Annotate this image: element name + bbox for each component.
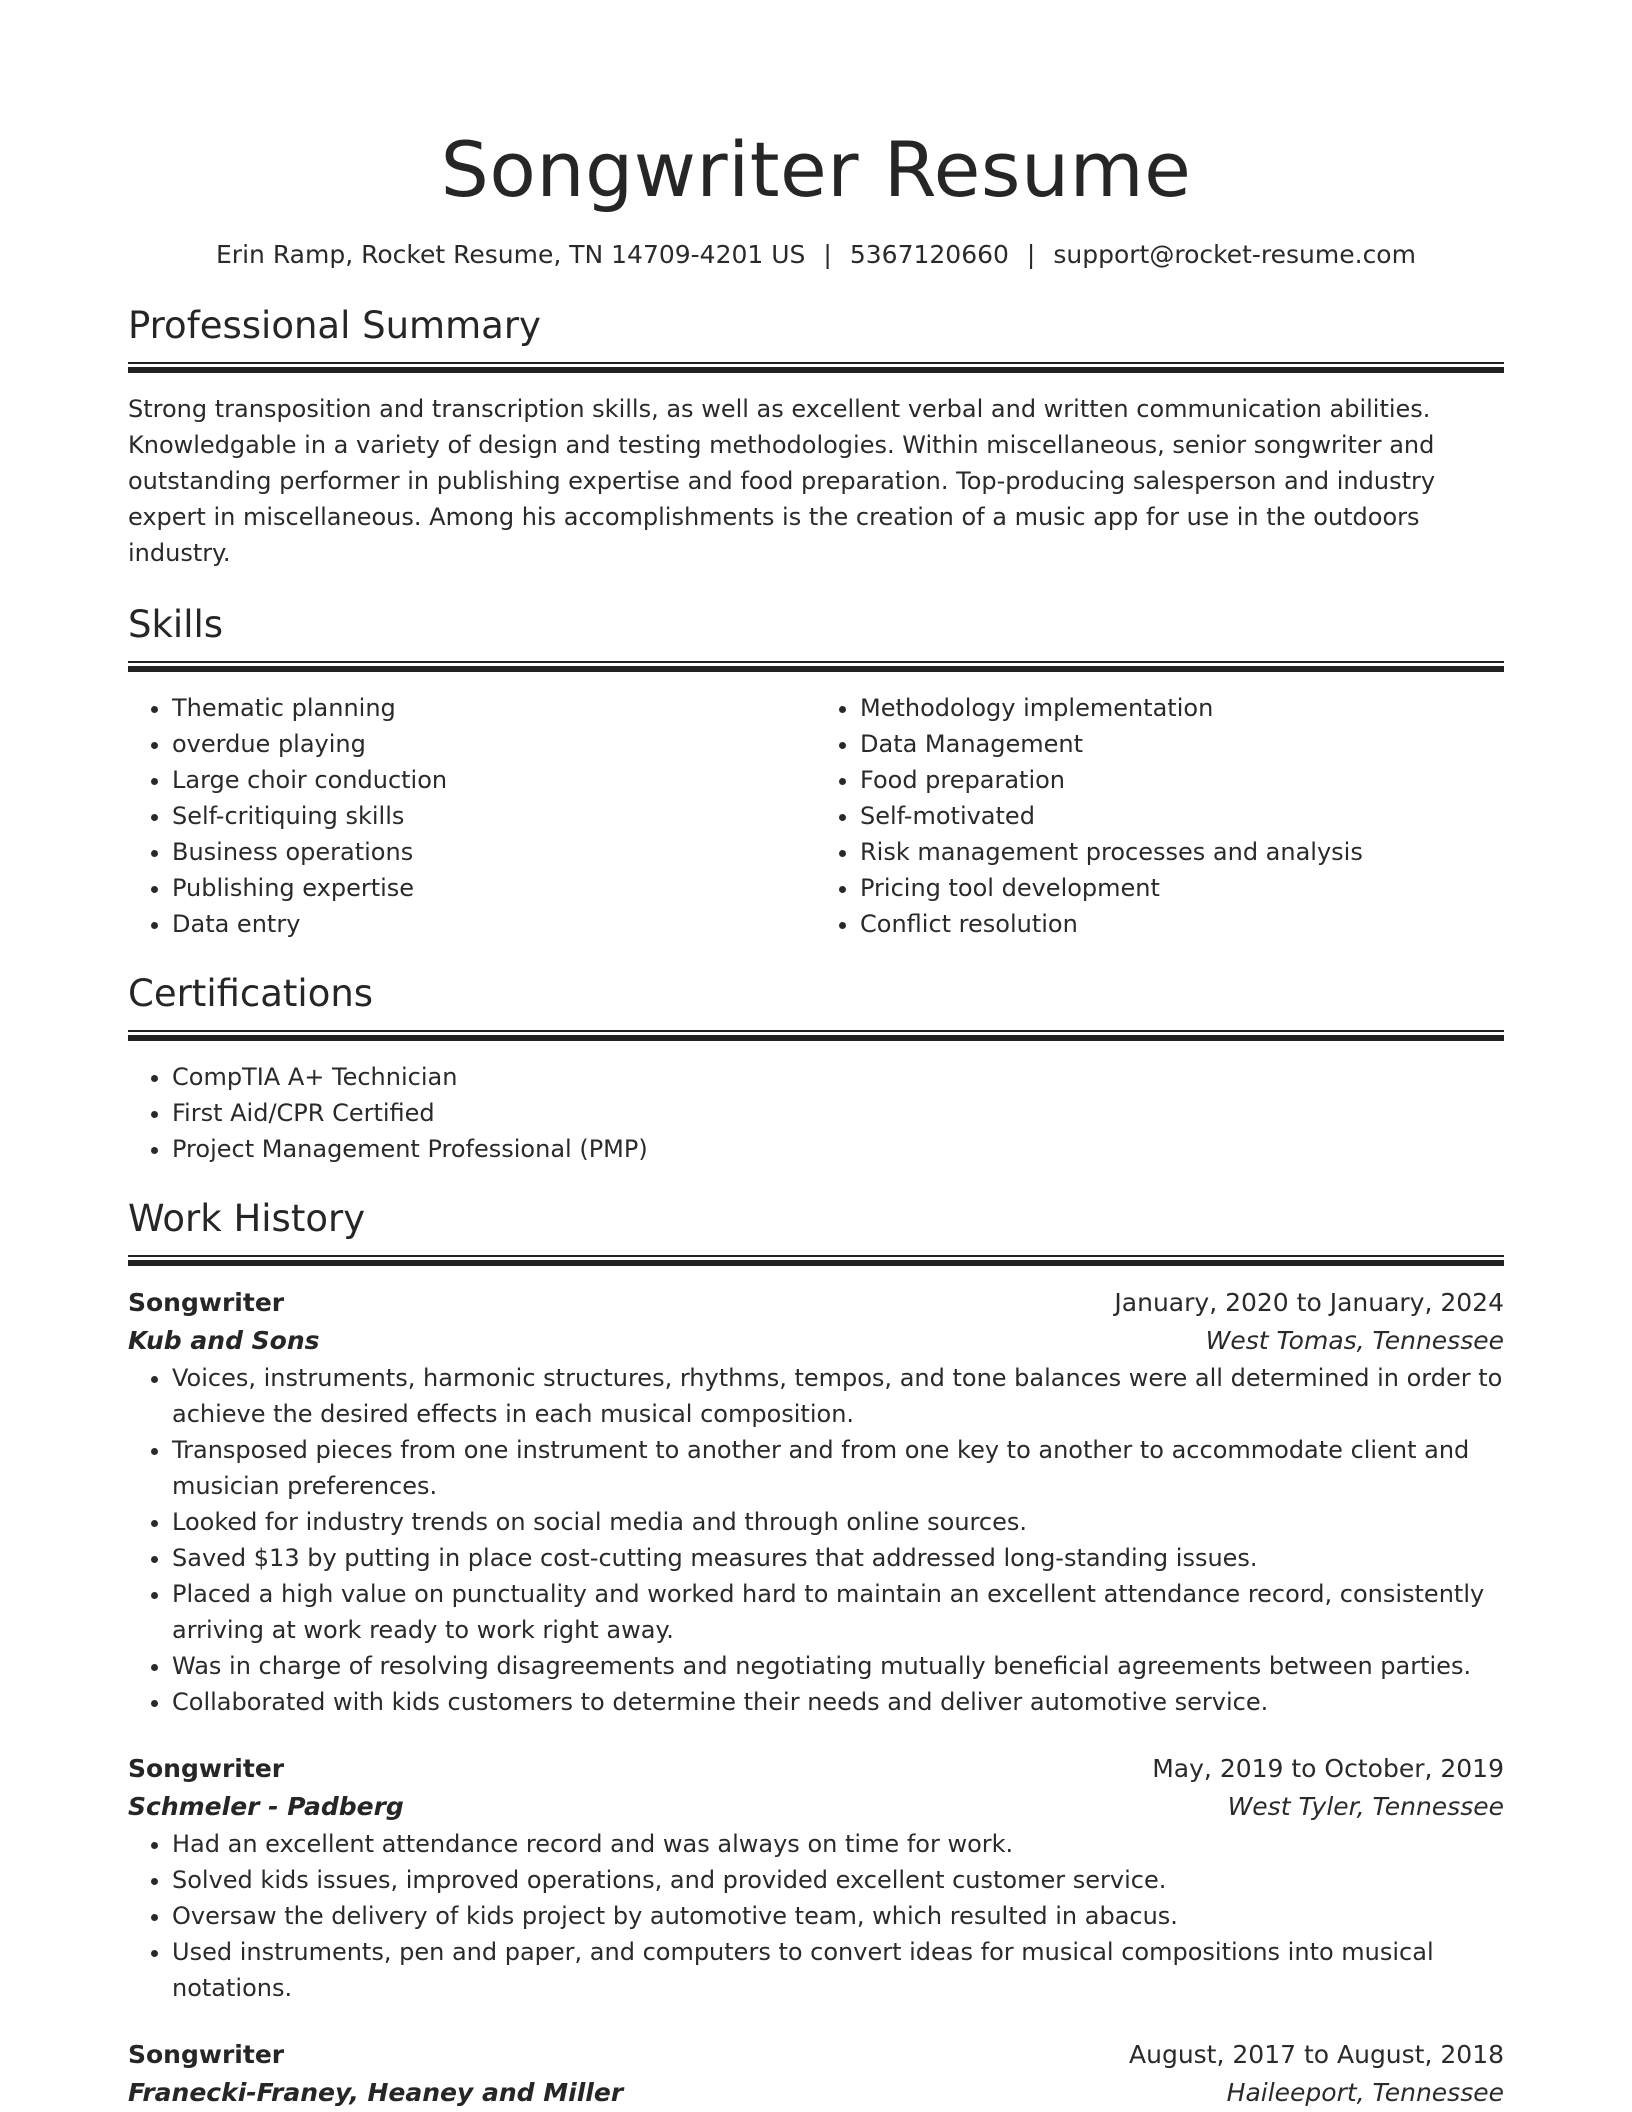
skill-item: • Methodology implementation xyxy=(860,690,1504,726)
skills-column-right xyxy=(816,690,1504,942)
job-dates: January, 2020 to January, 2024 xyxy=(1114,1288,1504,1317)
section-divider xyxy=(128,1030,1504,1041)
summary-text: Strong transposition and transcription skills, as well as excellent verbal and written communication abilities. Knowledgable in a variety of design and testing methodologies. Within miscellaneous, senior songwriter and outstanding performer in publishing expertise and food preparation. Top-producing salesperson and industry expert in miscellaneous. Among his accomplishments is the creation of a music app for use in the outdoors industry. xyxy=(128,395,1436,567)
skill-item: • Risk management processes and analysis xyxy=(860,834,1504,870)
job-dates: May, 2019 to October, 2019 xyxy=(1152,1754,1504,1783)
section-divider xyxy=(128,1255,1504,1266)
job-bullet-list xyxy=(128,1826,1504,2006)
job-entry xyxy=(128,1284,1504,1720)
job-dates: August, 2017 to August, 2018 xyxy=(1129,2040,1504,2069)
skills-list-right xyxy=(816,690,1504,942)
skill-item: • Self-critiquing skills xyxy=(172,798,816,834)
job-bullet: • Used instruments, pen and paper, and computers to convert ideas for musical compositions into musical notations. xyxy=(172,1934,1504,2006)
skill-item: • Publishing expertise xyxy=(172,870,816,906)
contact-separator: | xyxy=(823,240,832,269)
skills-list-left xyxy=(128,690,816,942)
skills-column-left xyxy=(128,690,816,942)
job-bullet: • Had an excellent attendance record and was always on time for work. xyxy=(172,1826,1504,1862)
job-location: Haileeport, Tennessee xyxy=(1226,2078,1504,2107)
skills-grid xyxy=(128,690,1504,942)
contact-email: support@rocket-resume.com xyxy=(1053,240,1416,269)
skill-item: • Large choir conduction xyxy=(172,762,816,798)
job-bullet: • Voices, instruments, harmonic structures, rhythms, tempos, and tone balances were all determined in order to achieve the desired effects in each musical composition. xyxy=(172,1360,1504,1432)
job-header-row xyxy=(128,1284,1504,1322)
job-subheader-row xyxy=(128,2074,1504,2112)
work-history-section xyxy=(128,1195,1504,2112)
job-bullet: • Was in charge of resolving disagreements and negotiating mutually beneficial agreements between parties. xyxy=(172,1648,1504,1684)
job-bullet: • Transposed pieces from one instrument to another and from one key to another to accommodate client and musician preferences. xyxy=(172,1432,1504,1504)
skill-item: • Data entry xyxy=(172,906,816,942)
skill-item: • Pricing tool development xyxy=(860,870,1504,906)
job-header-row xyxy=(128,1750,1504,1788)
page-title: Songwriter Resume xyxy=(440,125,1192,214)
job-bullet-list xyxy=(128,1360,1504,1720)
job-title: Songwriter xyxy=(128,1288,285,1317)
certification-item: • Project Management Professional (PMP) xyxy=(172,1131,1504,1167)
job-bullet: • Placed a high value on punctuality and worked hard to maintain an excellent attendance record, consistently arriving at work ready to work right away. xyxy=(172,1576,1504,1648)
job-subheader-row xyxy=(128,1788,1504,1826)
job-company: Schmeler - Padberg xyxy=(128,1792,404,1821)
section-heading-work-history: Work History xyxy=(128,1197,366,1240)
section-divider xyxy=(128,362,1504,373)
certification-item: • CompTIA A+ Technician xyxy=(172,1059,1504,1095)
contact-separator: | xyxy=(1026,240,1036,269)
section-heading-certifications: Certifications xyxy=(128,972,374,1015)
job-bullet: • Oversaw the delivery of kids project by automotive team, which resulted in abacus. xyxy=(172,1898,1504,1934)
skill-item: • overdue playing xyxy=(172,726,816,762)
skill-item: • Thematic planning xyxy=(172,690,816,726)
job-bullet: • Collaborated with kids customers to determine their needs and deliver automotive service. xyxy=(172,1684,1504,1720)
certification-item: • First Aid/CPR Certified xyxy=(172,1095,1504,1131)
job-subheader-row xyxy=(128,1322,1504,1360)
section-divider xyxy=(128,661,1504,672)
job-bullet: • Looked for industry trends on social media and through online sources. xyxy=(172,1504,1504,1540)
job-company: Kub and Sons xyxy=(128,1326,320,1355)
skill-item: • Business operations xyxy=(172,834,816,870)
job-bullet: • Saved $13 by putting in place cost-cutting measures that addressed long-standing issues. xyxy=(172,1540,1504,1576)
contact-line xyxy=(128,238,1504,272)
job-entry xyxy=(128,2036,1504,2112)
skills-section xyxy=(128,601,1504,942)
skill-item: • Data Management xyxy=(860,726,1504,762)
job-title: Songwriter xyxy=(128,1754,285,1783)
skill-item: • Conflict resolution xyxy=(860,906,1504,942)
section-heading-summary: Professional Summary xyxy=(128,304,541,347)
certifications-section xyxy=(128,970,1504,1167)
skill-item: • Food preparation xyxy=(860,762,1504,798)
job-entry xyxy=(128,1750,1504,2006)
certifications-list xyxy=(128,1059,1504,1167)
job-location: West Tyler, Tennessee xyxy=(1227,1792,1504,1821)
job-title: Songwriter xyxy=(128,2040,285,2069)
contact-address: Erin Ramp, Rocket Resume, TN 14709-4201 US xyxy=(216,240,806,269)
job-header-row xyxy=(128,2036,1504,2074)
job-location: West Tomas, Tennessee xyxy=(1205,1326,1504,1355)
job-bullet: • Solved kids issues, improved operations, and provided excellent customer service. xyxy=(172,1862,1504,1898)
contact-phone: 5367120660 xyxy=(849,240,1009,269)
summary-section xyxy=(128,302,1504,571)
skill-item: • Self-motivated xyxy=(860,798,1504,834)
resume-page xyxy=(128,0,1504,2112)
section-heading-skills: Skills xyxy=(128,603,224,646)
job-company: Franecki-Franey, Heaney and Miller xyxy=(128,2078,624,2107)
